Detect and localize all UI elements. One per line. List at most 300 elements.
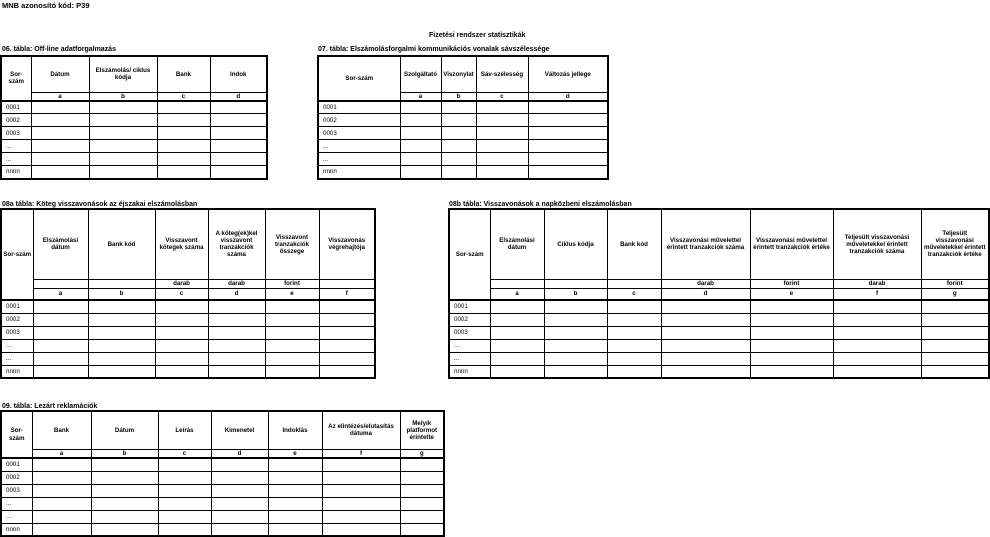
row-label: 0002 <box>1 471 32 484</box>
data-cell[interactable] <box>322 458 400 471</box>
data-cell[interactable] <box>33 313 88 326</box>
data-cell[interactable] <box>158 484 211 497</box>
column-header: Kimenetel <box>211 411 268 449</box>
table-row <box>449 339 989 352</box>
row-label: nnnn <box>1 523 32 536</box>
data-cell[interactable] <box>265 326 319 339</box>
data-cell[interactable] <box>400 458 444 471</box>
column-letter: b <box>89 92 157 101</box>
data-cell[interactable] <box>833 339 921 352</box>
data-cell[interactable] <box>32 471 91 484</box>
data-cell[interactable] <box>322 471 400 484</box>
column-header: Szolgáltató <box>400 56 441 92</box>
data-cell[interactable] <box>157 127 210 140</box>
data-cell[interactable] <box>661 339 750 352</box>
column-header: Bank <box>32 411 91 449</box>
data-cell[interactable] <box>33 300 88 313</box>
data-cell[interactable] <box>833 300 921 313</box>
data-cell[interactable] <box>31 153 89 166</box>
data-cell[interactable] <box>921 352 989 365</box>
data-cell[interactable] <box>31 127 89 140</box>
unit-cell: darab <box>833 279 921 288</box>
data-cell[interactable] <box>661 326 750 339</box>
data-cell[interactable] <box>319 352 375 365</box>
data-cell[interactable] <box>208 352 265 365</box>
column-letter: c <box>158 449 211 458</box>
unit-cell: forint <box>750 279 833 288</box>
column-letter: f <box>319 288 375 300</box>
data-cell[interactable] <box>319 300 375 313</box>
column-header: Dátum <box>31 56 89 92</box>
data-cell[interactable] <box>208 326 265 339</box>
row-label: ... <box>449 352 490 365</box>
data-cell[interactable] <box>89 153 157 166</box>
data-cell[interactable] <box>32 484 91 497</box>
data-cell[interactable] <box>476 140 528 153</box>
data-cell[interactable] <box>490 326 544 339</box>
data-cell[interactable] <box>607 313 661 326</box>
unit-cell <box>33 279 88 288</box>
table-row <box>1 510 444 523</box>
column-letter: a <box>31 92 89 101</box>
data-cell[interactable] <box>750 326 833 339</box>
row-label: 0001 <box>1 458 32 471</box>
unit-cell: forint <box>265 279 319 288</box>
data-cell[interactable] <box>88 300 155 313</box>
data-cell[interactable] <box>157 153 210 166</box>
data-cell[interactable] <box>528 166 608 179</box>
table-07 <box>317 55 609 180</box>
data-cell[interactable] <box>528 101 608 114</box>
table-row <box>1 339 375 352</box>
column-letter: d <box>661 288 750 300</box>
table-row <box>1 127 267 140</box>
data-cell[interactable] <box>211 497 268 510</box>
data-cell[interactable] <box>750 352 833 365</box>
column-header: Az elintézés/elutasítás dátuma <box>322 411 400 449</box>
data-cell[interactable] <box>88 326 155 339</box>
data-cell[interactable] <box>210 127 267 140</box>
data-cell[interactable] <box>31 140 89 153</box>
row-number-header: Sor-szám <box>449 209 490 300</box>
data-cell[interactable] <box>400 114 441 127</box>
row-number-header: Sor-szám <box>1 209 33 300</box>
column-header: Bank kód <box>607 209 661 279</box>
data-cell[interactable] <box>833 352 921 365</box>
data-cell[interactable] <box>210 166 267 179</box>
table-row <box>1 484 444 497</box>
letter-row <box>1 449 444 458</box>
column-header: Visszavonás végrehajtója <box>319 209 375 279</box>
data-cell[interactable] <box>89 166 157 179</box>
data-cell[interactable] <box>400 140 441 153</box>
data-cell[interactable] <box>32 523 91 536</box>
column-letter: b <box>88 288 155 300</box>
header-row <box>318 56 608 92</box>
data-cell[interactable] <box>490 300 544 313</box>
data-cell[interactable] <box>265 352 319 365</box>
data-cell[interactable] <box>322 497 400 510</box>
data-cell[interactable] <box>268 484 322 497</box>
data-cell[interactable] <box>268 471 322 484</box>
column-letter: c <box>607 288 661 300</box>
data-cell[interactable] <box>607 365 661 378</box>
table-06 <box>0 55 268 180</box>
column-header: Visszavonási művelettel érintett tranzakciók száma <box>661 209 750 279</box>
data-cell[interactable] <box>476 153 528 166</box>
data-cell[interactable] <box>265 300 319 313</box>
row-label: ... <box>318 153 400 166</box>
data-cell[interactable] <box>661 365 750 378</box>
unit-cell <box>607 279 661 288</box>
data-cell[interactable] <box>319 313 375 326</box>
data-cell[interactable] <box>921 313 989 326</box>
data-cell[interactable] <box>210 101 267 114</box>
data-cell[interactable] <box>88 313 155 326</box>
data-cell[interactable] <box>155 352 208 365</box>
data-cell[interactable] <box>607 352 661 365</box>
table-row <box>449 365 989 378</box>
data-cell[interactable] <box>88 365 155 378</box>
data-cell[interactable] <box>268 510 322 523</box>
data-cell[interactable] <box>319 326 375 339</box>
data-cell[interactable] <box>155 365 208 378</box>
data-cell[interactable] <box>32 510 91 523</box>
data-cell[interactable] <box>490 352 544 365</box>
data-cell[interactable] <box>210 153 267 166</box>
data-cell[interactable] <box>833 365 921 378</box>
data-cell[interactable] <box>833 313 921 326</box>
column-header: Elszámolás/ ciklus kódja <box>89 56 157 92</box>
data-cell[interactable] <box>91 523 158 536</box>
row-label: nnnn <box>449 365 490 378</box>
data-cell[interactable] <box>441 166 476 179</box>
table-row <box>1 471 444 484</box>
data-cell[interactable] <box>750 313 833 326</box>
data-cell[interactable] <box>268 497 322 510</box>
table-row <box>318 101 608 114</box>
data-cell[interactable] <box>400 523 444 536</box>
data-cell[interactable] <box>750 365 833 378</box>
data-cell[interactable] <box>91 458 158 471</box>
table-row <box>449 352 989 365</box>
column-header: Visszavont tranzakciók összege <box>265 209 319 279</box>
data-cell[interactable] <box>490 365 544 378</box>
row-label: 0003 <box>318 127 400 140</box>
data-cell[interactable] <box>833 326 921 339</box>
data-cell[interactable] <box>319 339 375 352</box>
data-cell[interactable] <box>91 471 158 484</box>
header-row <box>1 411 444 449</box>
data-cell[interactable] <box>476 114 528 127</box>
column-header: Ciklus kódja <box>544 209 607 279</box>
row-label: ... <box>449 339 490 352</box>
data-cell[interactable] <box>441 127 476 140</box>
table-row <box>1 523 444 536</box>
table-08a <box>0 208 376 379</box>
data-cell[interactable] <box>319 365 375 378</box>
table-row <box>1 352 375 365</box>
data-cell[interactable] <box>89 127 157 140</box>
data-cell[interactable] <box>158 497 211 510</box>
table-07-title: 07. tábla: Elszámolásforgalmi kommunikációs vonalak sávszélessége <box>318 46 550 53</box>
data-cell[interactable] <box>490 339 544 352</box>
column-letter: f <box>322 449 400 458</box>
data-cell[interactable] <box>400 127 441 140</box>
data-cell[interactable] <box>211 458 268 471</box>
row-label: 0003 <box>1 127 31 140</box>
column-letter: a <box>400 92 441 101</box>
data-cell[interactable] <box>265 339 319 352</box>
data-cell[interactable] <box>661 352 750 365</box>
data-cell[interactable] <box>544 313 607 326</box>
data-cell[interactable] <box>33 339 88 352</box>
row-label: 0003 <box>1 326 33 339</box>
row-label: nnnn <box>1 166 31 179</box>
table-row <box>1 153 267 166</box>
row-label: ... <box>1 153 31 166</box>
data-cell[interactable] <box>476 101 528 114</box>
data-cell[interactable] <box>31 101 89 114</box>
data-cell[interactable] <box>89 140 157 153</box>
data-cell[interactable] <box>155 326 208 339</box>
table-row <box>318 127 608 140</box>
data-cell[interactable] <box>210 140 267 153</box>
data-cell[interactable] <box>441 140 476 153</box>
data-cell[interactable] <box>490 313 544 326</box>
data-cell[interactable] <box>211 523 268 536</box>
column-letter: c <box>155 288 208 300</box>
row-number-header: Sor-szám <box>318 56 400 101</box>
column-header: A köteg(ek)kel visszavont tranzakciók száma <box>208 209 265 279</box>
data-cell[interactable] <box>441 153 476 166</box>
data-cell[interactable] <box>91 497 158 510</box>
column-header: Teljesült visszavonási műveletekkel érintett tranzakciók értéke <box>921 209 989 279</box>
column-letter: c <box>157 92 210 101</box>
data-cell[interactable] <box>544 352 607 365</box>
data-cell[interactable] <box>268 458 322 471</box>
row-label: ... <box>1 140 31 153</box>
data-cell[interactable] <box>155 300 208 313</box>
table-row <box>1 326 375 339</box>
table-08a-title: 08a tábla: Köteg visszavonások az éjszakai elszámolásban <box>2 201 198 208</box>
column-letter: e <box>268 449 322 458</box>
table-row <box>1 300 375 313</box>
data-cell[interactable] <box>32 458 91 471</box>
row-label: 0001 <box>318 101 400 114</box>
data-cell[interactable] <box>400 153 441 166</box>
table-row <box>1 114 267 127</box>
row-label: ... <box>1 510 32 523</box>
row-label: nnnn <box>318 166 400 179</box>
unit-cell: forint <box>921 279 989 288</box>
column-letter: b <box>441 92 476 101</box>
header-row <box>1 209 375 279</box>
data-cell[interactable] <box>157 114 210 127</box>
data-cell[interactable] <box>544 339 607 352</box>
data-cell[interactable] <box>157 166 210 179</box>
column-letter: c <box>476 92 528 101</box>
column-letter: e <box>265 288 319 300</box>
column-header: Visszavont kötegek száma <box>155 209 208 279</box>
data-cell[interactable] <box>33 352 88 365</box>
data-cell[interactable] <box>89 114 157 127</box>
table-row <box>449 326 989 339</box>
data-cell[interactable] <box>88 352 155 365</box>
data-cell[interactable] <box>750 339 833 352</box>
table-08b <box>448 208 990 379</box>
data-cell[interactable] <box>921 326 989 339</box>
unit-cell <box>319 279 375 288</box>
unit-cell: darab <box>155 279 208 288</box>
column-header: Változás jellege <box>528 56 608 92</box>
unit-row <box>449 279 989 288</box>
table-09-title: 09. tábla: Lezárt reklamációk <box>2 403 98 410</box>
letter-row <box>1 92 267 101</box>
data-cell[interactable] <box>265 313 319 326</box>
data-cell[interactable] <box>158 510 211 523</box>
data-cell[interactable] <box>91 484 158 497</box>
column-letter: a <box>33 288 88 300</box>
data-cell[interactable] <box>544 365 607 378</box>
data-cell[interactable] <box>211 510 268 523</box>
column-header: Dátum <box>91 411 158 449</box>
column-letter: d <box>210 92 267 101</box>
data-cell[interactable] <box>31 114 89 127</box>
data-cell[interactable] <box>211 484 268 497</box>
data-cell[interactable] <box>322 523 400 536</box>
table-row <box>1 313 375 326</box>
column-header: Elszámolási dátum <box>490 209 544 279</box>
row-label: 0003 <box>449 326 490 339</box>
data-cell[interactable] <box>661 300 750 313</box>
data-cell[interactable] <box>208 365 265 378</box>
data-cell[interactable] <box>544 300 607 313</box>
data-cell[interactable] <box>661 313 750 326</box>
row-label: nnnn <box>1 365 33 378</box>
data-cell[interactable] <box>158 471 211 484</box>
data-cell[interactable] <box>211 471 268 484</box>
unit-cell <box>544 279 607 288</box>
data-cell[interactable] <box>400 484 444 497</box>
column-letter: d <box>211 449 268 458</box>
table-row <box>1 101 267 114</box>
header-row <box>449 209 989 279</box>
data-cell[interactable] <box>322 510 400 523</box>
data-cell[interactable] <box>265 365 319 378</box>
data-cell[interactable] <box>31 166 89 179</box>
data-cell[interactable] <box>158 523 211 536</box>
data-cell[interactable] <box>89 101 157 114</box>
data-cell[interactable] <box>208 300 265 313</box>
data-cell[interactable] <box>400 101 441 114</box>
table-row <box>318 114 608 127</box>
column-header: Elszámolási dátum <box>33 209 88 279</box>
data-cell[interactable] <box>544 326 607 339</box>
column-header: Bank <box>157 56 210 92</box>
page-title: Fizetési rendszer statisztikák <box>429 32 526 39</box>
table-08b-title: 08b tábla: Visszavonások a napközbeni elszámolásban <box>449 201 632 208</box>
data-cell[interactable] <box>157 140 210 153</box>
data-cell[interactable] <box>32 497 91 510</box>
column-header: Bank kód <box>88 209 155 279</box>
data-cell[interactable] <box>441 101 476 114</box>
data-cell[interactable] <box>750 300 833 313</box>
data-cell[interactable] <box>268 523 322 536</box>
column-letter: d <box>528 92 608 101</box>
column-header: Viszonylat <box>441 56 476 92</box>
data-cell[interactable] <box>208 339 265 352</box>
data-cell[interactable] <box>155 313 208 326</box>
data-cell[interactable] <box>157 101 210 114</box>
data-cell[interactable] <box>476 166 528 179</box>
data-cell[interactable] <box>400 510 444 523</box>
column-header: Indok <box>210 56 267 92</box>
column-letter: b <box>544 288 607 300</box>
data-cell[interactable] <box>921 365 989 378</box>
column-letter: g <box>921 288 989 300</box>
row-label: 0002 <box>318 114 400 127</box>
unit-row <box>1 279 375 288</box>
table-09 <box>0 410 445 537</box>
data-cell[interactable] <box>400 497 444 510</box>
data-cell[interactable] <box>607 300 661 313</box>
data-cell[interactable] <box>528 153 608 166</box>
letter-row <box>449 288 989 300</box>
table-06-title: 06. tábla: Off-line adatforgalmazás <box>2 46 116 53</box>
data-cell[interactable] <box>33 365 88 378</box>
column-letter: b <box>91 449 158 458</box>
column-letter: a <box>32 449 91 458</box>
data-cell[interactable] <box>476 127 528 140</box>
data-cell[interactable] <box>208 313 265 326</box>
data-cell[interactable] <box>528 127 608 140</box>
column-header: Leírás <box>158 411 211 449</box>
table-row <box>1 497 444 510</box>
data-cell[interactable] <box>33 326 88 339</box>
data-cell[interactable] <box>91 510 158 523</box>
data-cell[interactable] <box>921 300 989 313</box>
table-row <box>449 300 989 313</box>
data-cell[interactable] <box>400 471 444 484</box>
row-number-header: Sor-szám <box>1 411 32 458</box>
column-letter: d <box>208 288 265 300</box>
table-row <box>318 153 608 166</box>
data-cell[interactable] <box>607 339 661 352</box>
data-cell[interactable] <box>210 114 267 127</box>
data-cell[interactable] <box>158 458 211 471</box>
table-row <box>1 140 267 153</box>
data-cell[interactable] <box>607 326 661 339</box>
column-header: Indoklás <box>268 411 322 449</box>
data-cell[interactable] <box>441 114 476 127</box>
data-cell[interactable] <box>400 166 441 179</box>
data-cell[interactable] <box>921 339 989 352</box>
row-label: ... <box>1 339 33 352</box>
data-cell[interactable] <box>528 140 608 153</box>
data-cell[interactable] <box>322 484 400 497</box>
unit-cell: darab <box>661 279 750 288</box>
column-letter: a <box>490 288 544 300</box>
data-cell[interactable] <box>528 114 608 127</box>
data-cell[interactable] <box>88 339 155 352</box>
row-label: 0002 <box>1 114 31 127</box>
data-cell[interactable] <box>155 339 208 352</box>
column-header: Teljesült visszavonási műveletekkel érintett tranzakciók száma <box>833 209 921 279</box>
column-letter: g <box>400 449 444 458</box>
row-label: 0002 <box>1 313 33 326</box>
row-label: 0001 <box>1 300 33 313</box>
